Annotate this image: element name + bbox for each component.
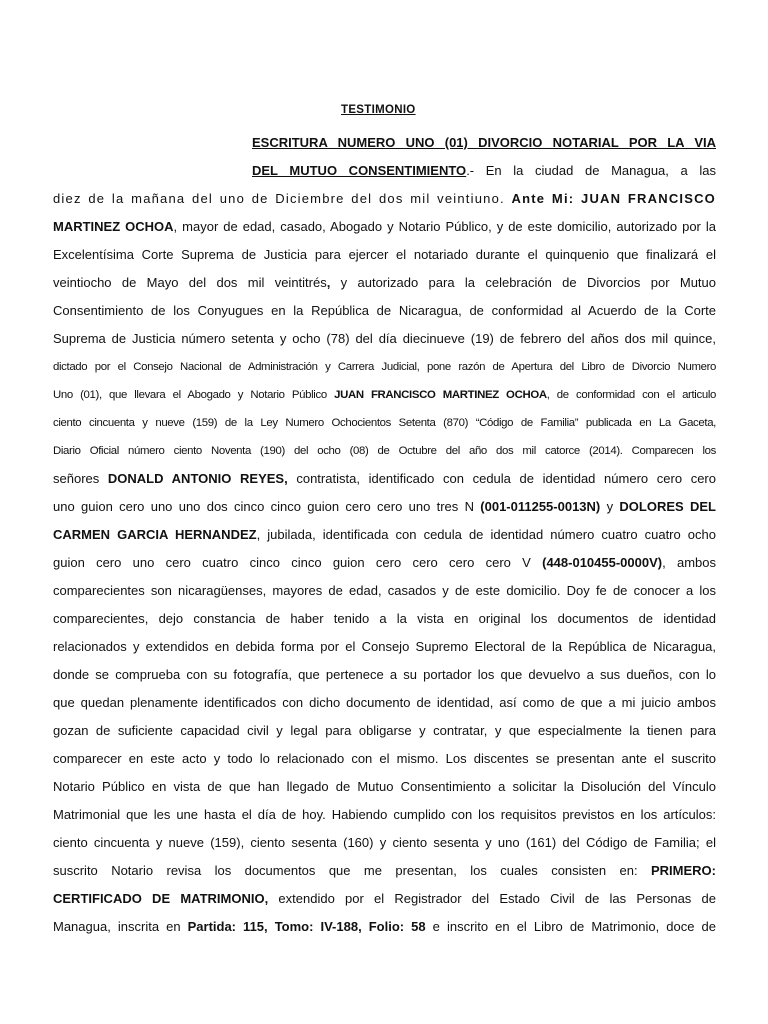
bold-text: Ante Mi: JUAN FRANCISCO [511, 191, 716, 206]
text-segment: Managua, inscrita en [53, 919, 188, 934]
text-line [53, 777, 716, 797]
text-segment: gozan de suficiente capacidad civil y legal para obligarse y contratar, y que especialmente la tienen para [53, 723, 716, 738]
text-segment: y autorizado para la celebración de Divorcios por Mutuo [330, 275, 717, 290]
text-line [53, 721, 716, 741]
text-line [53, 357, 716, 377]
bold-text: MARTINEZ OCHOA [53, 219, 174, 234]
text-line [53, 553, 716, 573]
text-line [53, 917, 716, 937]
text-line [53, 273, 716, 293]
text-segment: Suprema de Justicia número setenta y ocho (78) del día diecinueve (19) de febrero del años dos mil quince, [53, 331, 716, 346]
bold-text: DEL MUTUO CONSENTIMIENTO [252, 163, 467, 178]
text-segment: dictado por el Consejo Nacional de Administración y Carrera Judicial, pone razón de Apertura del Libro de Divorcio Numero [53, 361, 716, 373]
bold-text: JUAN FRANCISCO MARTINEZ OCHOA [334, 389, 547, 401]
bold-text: ESCRITURA NUMERO UNO (01) DIVORCIO NOTARIAL POR LA VIA [252, 135, 716, 150]
text-segment: relacionados y extendidos en debida forma por el Consejo Supremo Electoral de la República de Nicaragua, [53, 639, 716, 654]
text-line [53, 637, 716, 657]
text-line [53, 805, 716, 825]
text-line [53, 469, 716, 489]
text-line [53, 217, 716, 237]
text-segment: , jubilada, identificada con cedula de identidad número cuatro cuatro ocho [256, 527, 716, 542]
text-segment: extendido por el Registrador del Estado Civil de las Personas de [268, 891, 716, 906]
bold-text: CERTIFICADO DE MATRIMONIO, [53, 891, 269, 906]
text-line [53, 189, 716, 209]
text-segment: donde se comprueba con su fotografía, que pertenece a su portador los que devuelvo a sus dueños, con lo [53, 667, 716, 682]
text-segment: Uno (01), que llevara el Abogado y Notario Público [53, 389, 335, 401]
bold-text: , [326, 275, 331, 290]
text-segment: Excelentísima Corte Suprema de Justicia para ejercer el notariado durante el quinquenio que finalizará el [53, 247, 716, 262]
text-segment: ciento cincuenta y nueve (159) de la Ley Numero Ochocientos Setenta (870) “Código de Familia” publicada en La Gaceta, [53, 417, 716, 429]
text-segment: y [600, 499, 620, 514]
text-line [53, 889, 716, 909]
text-segment: diez de la mañana del uno de Diciembre del dos mil veintiuno. [53, 191, 512, 206]
bold-text: DONALD ANTONIO REYES, [107, 471, 288, 486]
text-segment: señores [53, 471, 108, 486]
text-line [53, 749, 716, 769]
text-segment: , mayor de edad, casado, Abogado y Notario Público, y de este domicilio, autorizado por la [173, 219, 716, 234]
text-line [53, 609, 716, 629]
text-segment: , ambos [662, 555, 716, 570]
text-segment: e inscrito en el Libro de Matrimonio, doce de [425, 919, 716, 934]
text-line [53, 861, 716, 881]
text-line [252, 133, 716, 153]
text-line [53, 833, 716, 853]
text-line [53, 665, 716, 685]
text-segment: , de conformidad con el articulo [546, 389, 716, 401]
text-line [53, 497, 716, 517]
text-line [252, 161, 716, 181]
text-segment: comparecer en este acto y todo lo relacionado con el mismo. Los discentes se presentan ante el suscrito [53, 751, 716, 766]
text-segment: guion cero uno cero cuatro cinco cinco guion cero cero cero cero V [53, 555, 543, 570]
text-segment: suscrito Notario revisa los documentos que me presentan, los cuales consisten en: [53, 863, 651, 878]
text-segment: que quedan plenamente identificados con dicho documento de identidad, así como de que a mi juicio ambos [53, 695, 716, 710]
bold-text: CARMEN GARCIA HERNANDEZ [53, 527, 257, 542]
bold-text: (001-011255-0013N) [480, 499, 601, 514]
text-segment: Diario Oficial número ciento Noventa (190) del ocho (08) de Octubre del año dos mil catorce (2014). Comparecen los [53, 445, 716, 457]
text-segment: veintiocho de Mayo del dos mil veintitrés [53, 275, 327, 290]
text-line [53, 245, 716, 265]
bold-text: Partida: 115, Tomo: IV-188, Folio: 58 [187, 919, 426, 934]
text-line [53, 385, 716, 405]
text-line [53, 441, 716, 461]
text-segment: uno guion cero uno uno dos cinco cinco guion cero cero uno tres N [53, 499, 481, 514]
text-segment: contratista, identificado con cedula de identidad número cero cero [287, 471, 716, 486]
text-segment: Consentimiento de los Conyugues en la República de Nicaragua, de conformidad al Acuerdo de la Corte [53, 303, 716, 318]
bold-text: (448-010455-0000V) [542, 555, 663, 570]
text-segment: ciento cincuenta y nueve (159), ciento sesenta (160) y ciento sesenta y uno (161) del Código de Familia; el [53, 835, 716, 850]
text-line [53, 329, 716, 349]
text-segment: Notario Público en vista de que han llegado de Mutuo Consentimiento a solicitar la Disolución del Vínculo [53, 779, 716, 794]
text-segment: .- En la ciudad de Managua, a las [466, 163, 717, 178]
text-line [53, 581, 716, 601]
text-segment: Matrimonial que les une hasta el día de hoy. Habiendo cumplido con los requisitos previstos en los artículos: [53, 807, 716, 822]
bold-text: PRIMERO: [651, 863, 716, 878]
text-line [53, 301, 716, 321]
text-segment: comparecientes, dejo constancia de haber tenido a la vista en original los documentos de identidad [53, 611, 716, 626]
text-line [53, 525, 716, 545]
text-segment: comparecientes son nicaragüenses, mayores de edad, casados y de este domicilio. Doy fe de conocer a los [53, 583, 716, 598]
text-line [53, 693, 716, 713]
bold-text: DOLORES DEL [619, 499, 716, 514]
text-line [53, 413, 716, 433]
document-title: TESTIMONIO [341, 104, 416, 116]
